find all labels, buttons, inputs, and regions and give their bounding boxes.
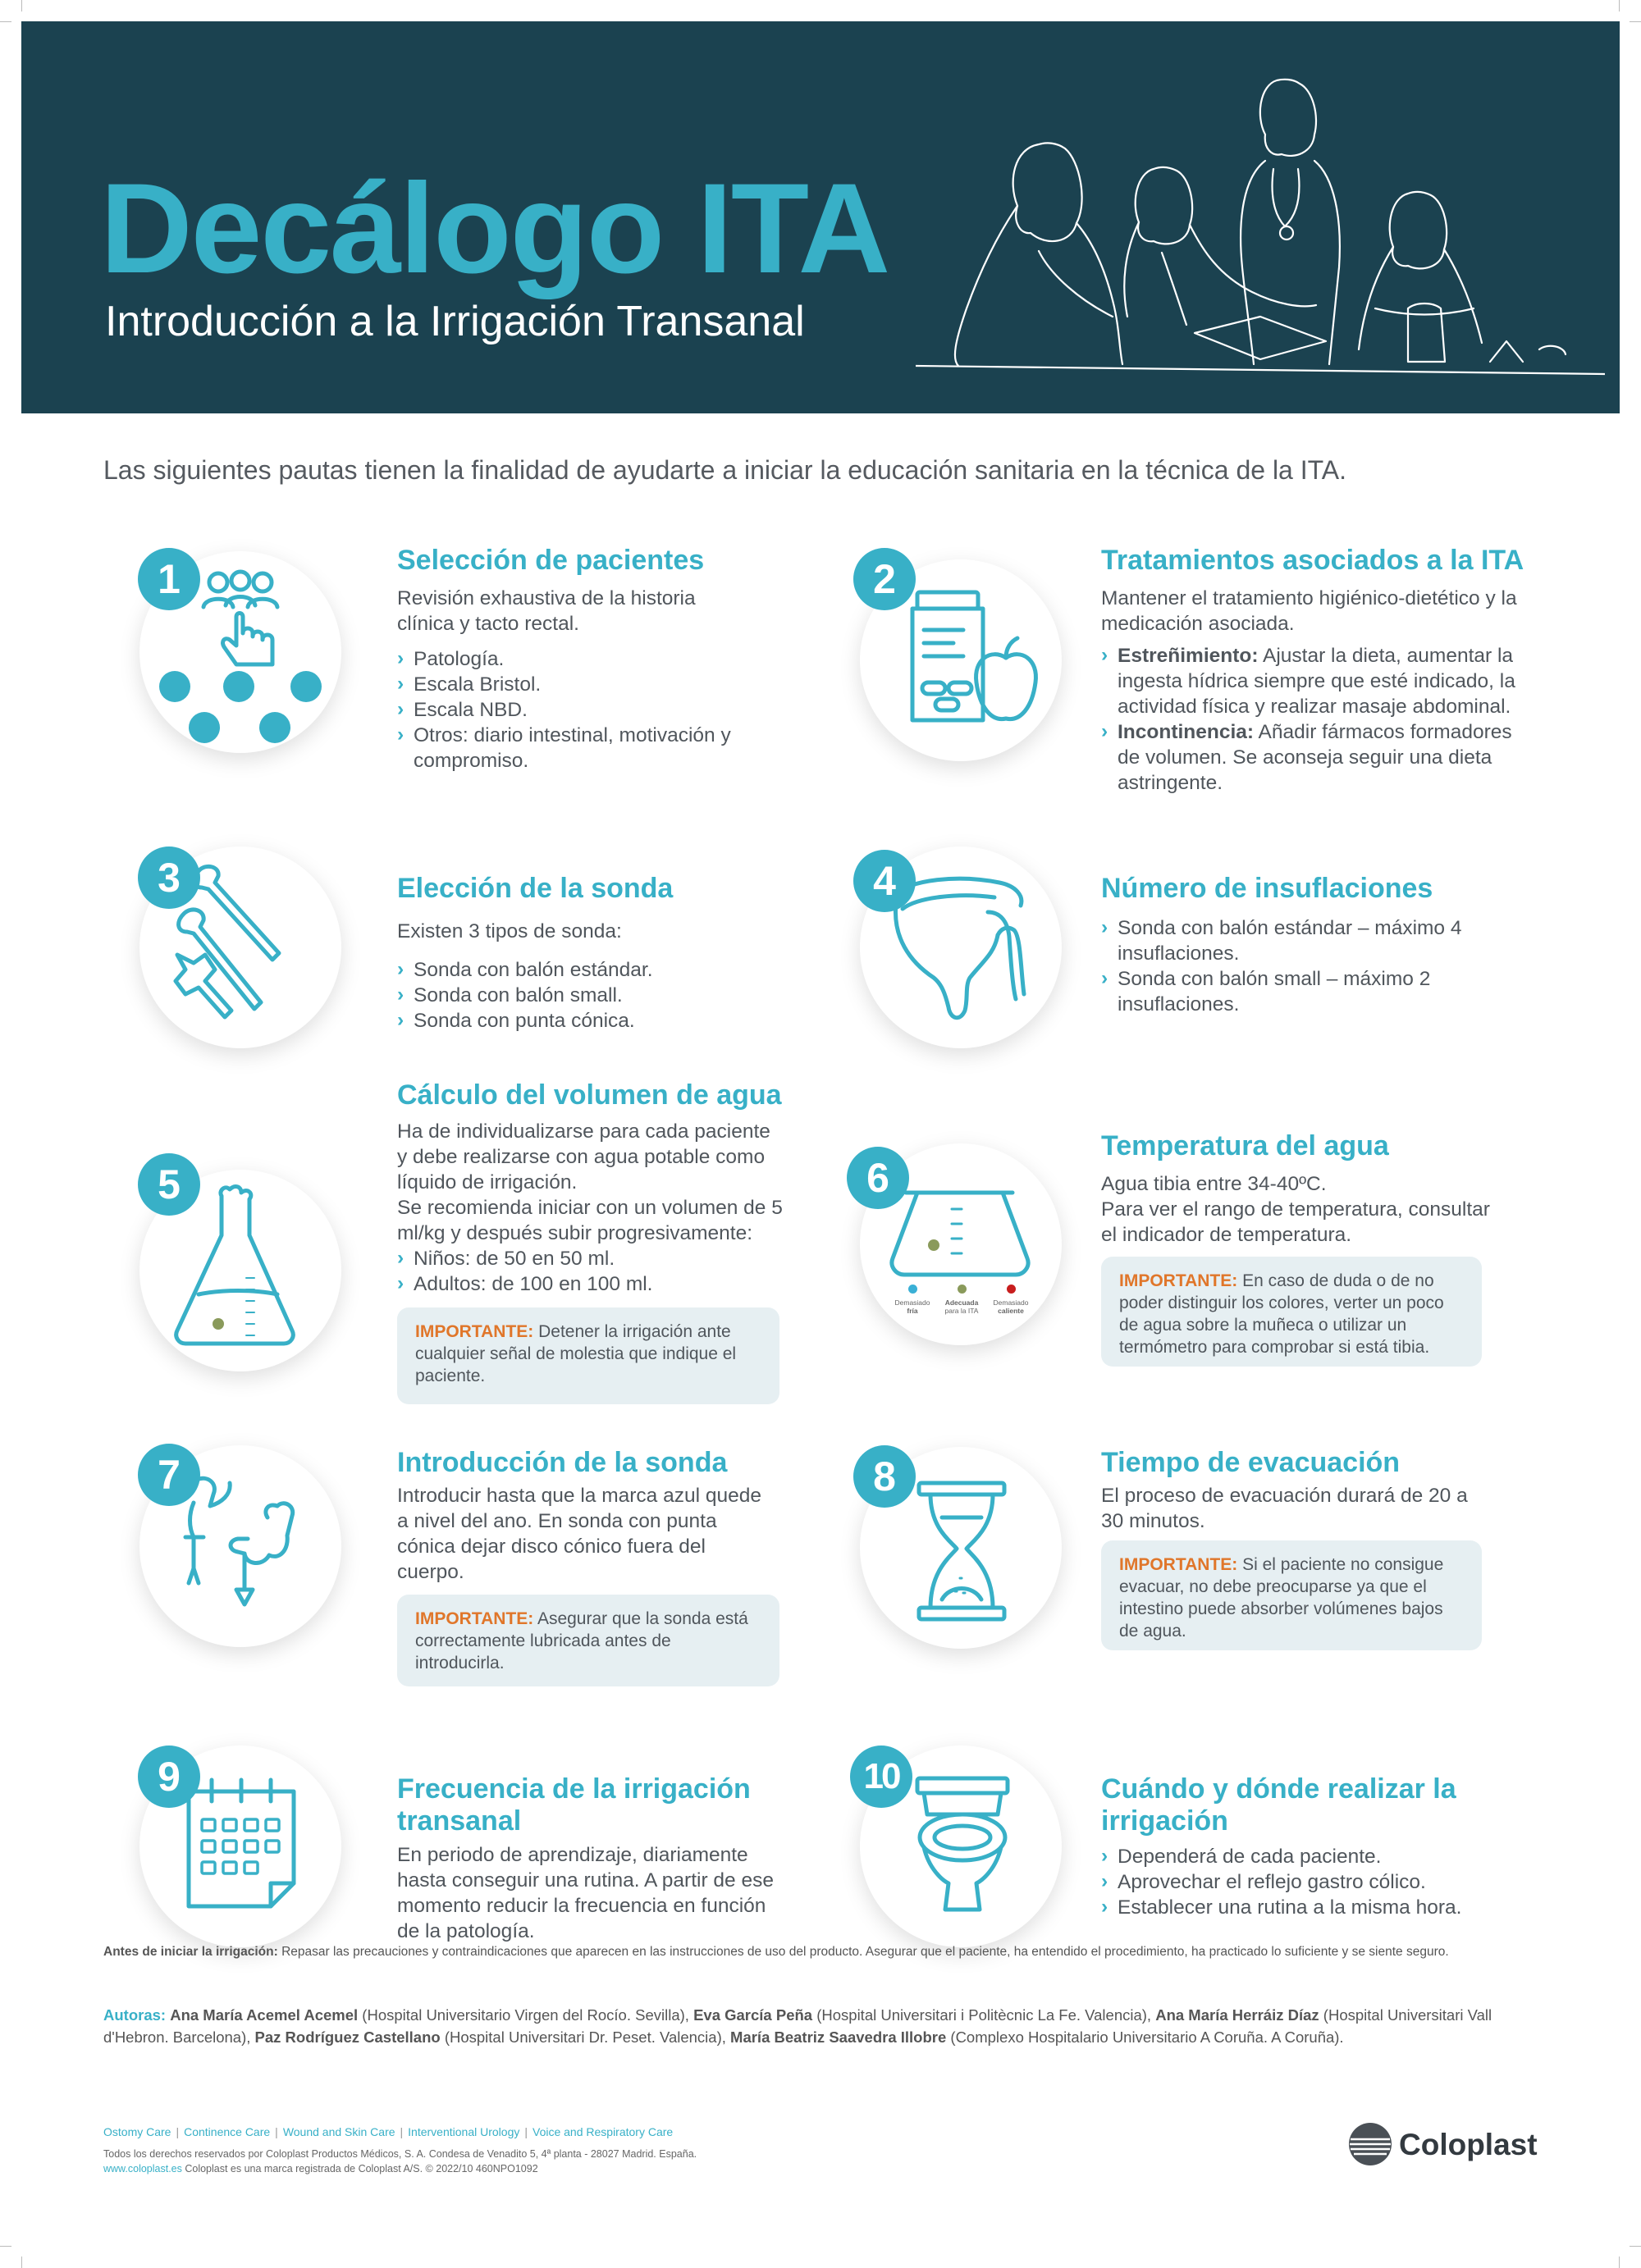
item-1-bullet: › Escala Bristol. <box>397 672 742 697</box>
legend-dot <box>1007 1285 1016 1294</box>
item-10-bullet: › Establecer una rutina a la misma hora. <box>1101 1895 1495 1920</box>
item-5-text: Ha de individualizarse para cada paciente y debe realizarse con agua potable como líquido de irrigación. <box>397 1120 770 1193</box>
item-9-text: En periodo de aprendizaje, diariamente hasta conseguir una rutina. A partir de ese momento reducir la frecuencia en función de la patología. <box>397 1844 774 1942</box>
footer-link[interactable]: Ostomy Care <box>103 2125 171 2138</box>
item-1-text: Revisión exhaustiva de la historia clínica y tacto rectal. <box>397 587 696 635</box>
legal-line-2: www.coloplast.es Coloplast es una marca registrada de Coloplast A/S. © 2022/10 460NPO1092 <box>103 2163 538 2174</box>
item-6-important-box: IMPORTANTE: En caso de duda o de no poder distinguir los colores, verter un poco de agua sobre la muñeca o utilizar un termómetro para comprobar si está tibia. <box>1101 1257 1482 1367</box>
author-name: Eva García Peña <box>693 2006 813 2024</box>
item-1-bullet: › Otros: diario intestinal, motivación y compromiso. <box>397 723 742 773</box>
crop-mark <box>21 0 22 11</box>
page-subtitle: Introducción a la Irrigación Transanal <box>105 298 805 345</box>
item-10-body <box>1101 1844 1495 1920</box>
intestine-icon <box>223 671 254 702</box>
item-6-text: Agua tibia entre 34-40ºC. <box>1101 1173 1327 1195</box>
item-7-number: 7 <box>138 1444 200 1506</box>
item-1-title: Selección de pacientes <box>397 545 705 576</box>
item-4-body <box>1101 915 1511 1017</box>
intro-text: Las siguientes pautas tienen la finalidad de ayudarte a iniciar la educación sanitaria en la técnica de la ITA. <box>103 455 1347 485</box>
item-5-body <box>397 1119 783 1297</box>
footer-link[interactable]: Interventional Urology <box>408 2125 520 2138</box>
item-8-title: Tiempo de evacuación <box>1101 1447 1401 1478</box>
page-title: Decálogo ITA <box>100 157 889 300</box>
item-2-text: Mantener el tratamiento higiénico-dietético y la medicación asociada. <box>1101 587 1517 635</box>
item-10-title: Cuándo y dónde realizar la irrigación <box>1101 1773 1456 1837</box>
item-10-number: 10 <box>850 1745 912 1808</box>
crop-mark <box>0 21 11 22</box>
item-9-body <box>397 1842 775 1944</box>
stool-icon <box>290 671 322 702</box>
item-8-body <box>1101 1483 1495 1534</box>
header-banner <box>21 21 1620 413</box>
item-5-bullet: › Adultos: de 100 en 100 ml. <box>397 1271 783 1297</box>
item-1-number: 1 <box>138 548 200 610</box>
footer-links: Ostomy Care | Continence Care | Wound and Skin Care | Interventional Urology | Voice and Respiratory Care <box>103 2125 674 2138</box>
author-name: María Beatriz Saavedra Illobre <box>730 2028 947 2046</box>
item-2-body <box>1101 586 1528 796</box>
author-name: Ana María Herráiz Díaz <box>1155 2006 1319 2024</box>
footer-link[interactable]: Continence Care <box>184 2125 271 2138</box>
legend-ok: Adecuada para la ITA <box>939 1285 985 1315</box>
item-6-number: 6 <box>847 1147 909 1209</box>
item-1-bullet: › Patología. <box>397 646 742 672</box>
crop-mark <box>1630 2246 1641 2247</box>
item-5-important-box: IMPORTANTE: Detener la irrigación ante cualquier señal de molestia que indique el paciente. <box>397 1307 779 1404</box>
item-9-number: 9 <box>138 1745 200 1808</box>
item-2-title: Tratamientos asociados a la ITA <box>1101 545 1524 576</box>
item-2-bullet-incontinence: › Incontinencia: Añadir fármacos formadores de volumen. Se aconseja seguir una dieta astringente. <box>1101 719 1528 796</box>
crop-mark <box>1619 0 1620 11</box>
crop-mark <box>1630 21 1641 22</box>
item-3-number: 3 <box>138 847 200 909</box>
website-link[interactable]: www.coloplast.es <box>103 2163 182 2174</box>
book-icon <box>259 712 290 743</box>
item-7-title: Introducción de la sonda <box>397 1447 728 1478</box>
coloplast-logo-icon <box>1347 2121 1393 2167</box>
item-2-bullet-constipation: › Estreñimiento: Ajustar la dieta, aumentar la ingesta hídrica siempre que esté indicado, la actividad física y realizar masaje abdominal. <box>1101 643 1528 719</box>
legal-line-1: Todos los derechos reservados por Coloplast Productos Médicos, S. A. Condesa de Venadito 5, 4ª planta - 28027 Madrid. España. <box>103 2148 697 2160</box>
item-6-text-2: Para ver el rango de temperatura, consultar el indicador de temperatura. <box>1101 1198 1490 1246</box>
item-1-body <box>397 586 742 773</box>
item-7-important-box: IMPORTANTE: Asegurar que la sonda está correctamente lubricada antes de introducirla. <box>397 1595 779 1686</box>
coloplast-logo-text: Coloplast <box>1399 2128 1538 2161</box>
item-9-title: Frecuencia de la irrigación transanal <box>397 1773 751 1837</box>
author-affiliation: (Complexo Hospitalario Universitario A Coruña. A Coruña). <box>946 2028 1344 2046</box>
authors: Autoras: Ana María Acemel Acemel (Hospital Universitario Virgen del Rocío. Sevilla), Eva García Peña (Hospital Universitari i Politècnic La Fe. Valencia), Ana María Herráiz Díaz (Hospital Universitari Vall d'Hebron. Barcelona), Paz Rodríguez Castellano (Hospital Universitari Dr. Peset. Valencia), María Beatriz Saavedra Illobre (Complexo Hospitalario Universitario A Coruña. A Coruña). <box>103 2006 1492 2046</box>
legend-cold: Demasiado fría <box>889 1285 935 1315</box>
author-name: Paz Rodríguez Castellano <box>254 2028 441 2046</box>
clipboard-icon <box>159 671 190 702</box>
scale-icon <box>189 712 220 743</box>
item-3-title: Elección de la sonda <box>397 873 674 904</box>
legend-hot: Demasiado caliente <box>988 1285 1034 1315</box>
item-7-text: Introducir hasta que la marca azul quede a nivel del ano. En sonda con punta cónica dejar disco cónico fuera del cuerpo. <box>397 1485 761 1583</box>
item-8-important-box: IMPORTANTE: Si el paciente no consigue evacuar, no debe preocuparse ya que el intestino puede absorber volúmenes bajos de agua. <box>1101 1540 1482 1650</box>
item-3-bullet: › Sonda con balón small. <box>397 983 742 1008</box>
crop-mark <box>0 2246 11 2247</box>
precautions-note: Antes de iniciar la irrigación: Repasar las precauciones y contraindicaciones que aparecen en las instrucciones de uso del producto. Asegurar que el paciente, ha entendido el procedimiento, ha practicado lo suficiente y se siente seguro. <box>103 1945 1449 1959</box>
author-affiliation: (Hospital Universitario Virgen del Rocío. Sevilla), <box>358 2006 694 2024</box>
item-6-body <box>1101 1171 1495 1248</box>
item-6-title: Temperatura del agua <box>1101 1130 1389 1161</box>
item-3-text: Existen 3 tipos de sonda: <box>397 920 622 942</box>
item-8-text: El proceso de evacuación durará de 20 a 30 minutos. <box>1101 1485 1468 1532</box>
healthcare-team-line-illustration <box>916 38 1605 399</box>
author-affiliation: (Hospital Universitari i Politècnic La Fe. Valencia), <box>812 2006 1156 2024</box>
item-3-bullet: › Sonda con punta cónica. <box>397 1008 742 1034</box>
footer-link[interactable]: Wound and Skin Care <box>282 2125 395 2138</box>
item-5-title: Cálculo del volumen de agua <box>397 1079 782 1111</box>
author-name: Ana María Acemel Acemel <box>170 2006 359 2024</box>
legend-dot <box>908 1285 917 1294</box>
item-3-body <box>397 919 742 1034</box>
item-3-bullet: › Sonda con balón estándar. <box>397 957 742 983</box>
item-7-body <box>397 1483 775 1585</box>
item-8-number: 8 <box>853 1445 916 1508</box>
legend-dot <box>958 1285 967 1294</box>
item-10-bullet: › Dependerá de cada paciente. <box>1101 1844 1495 1869</box>
item-5-text-2: Se recomienda iniciar con un volumen de 5 ml/kg y después subir progresivamente: <box>397 1197 783 1244</box>
item-4-number: 4 <box>853 850 916 912</box>
item-4-bullet: › Sonda con balón small – máximo 2 insuflaciones. <box>1101 966 1511 1017</box>
item-2-number: 2 <box>853 548 916 610</box>
crop-mark <box>21 2257 22 2268</box>
item-1-bullet: › Escala NBD. <box>397 697 742 723</box>
author-affiliation: (Hospital Universitari Dr. Peset. Valencia), <box>440 2028 731 2046</box>
crop-mark <box>1619 2257 1620 2268</box>
item-4-title: Número de insuflaciones <box>1101 873 1433 904</box>
item-10-bullet: › Aprovechar el reflejo gastro cólico. <box>1101 1869 1495 1895</box>
item-5-number: 5 <box>138 1153 200 1216</box>
author-affiliation: (Hospital Universitari Vall d'Hebron. Barcelona), <box>103 2006 1492 2046</box>
footer-link[interactable]: Voice and Respiratory Care <box>533 2125 674 2138</box>
footer-legal <box>103 2147 697 2176</box>
item-4-bullet: › Sonda con balón estándar – máximo 4 insuflaciones. <box>1101 915 1511 966</box>
item-5-bullet: › Niños: de 50 en 50 ml. <box>397 1246 783 1271</box>
